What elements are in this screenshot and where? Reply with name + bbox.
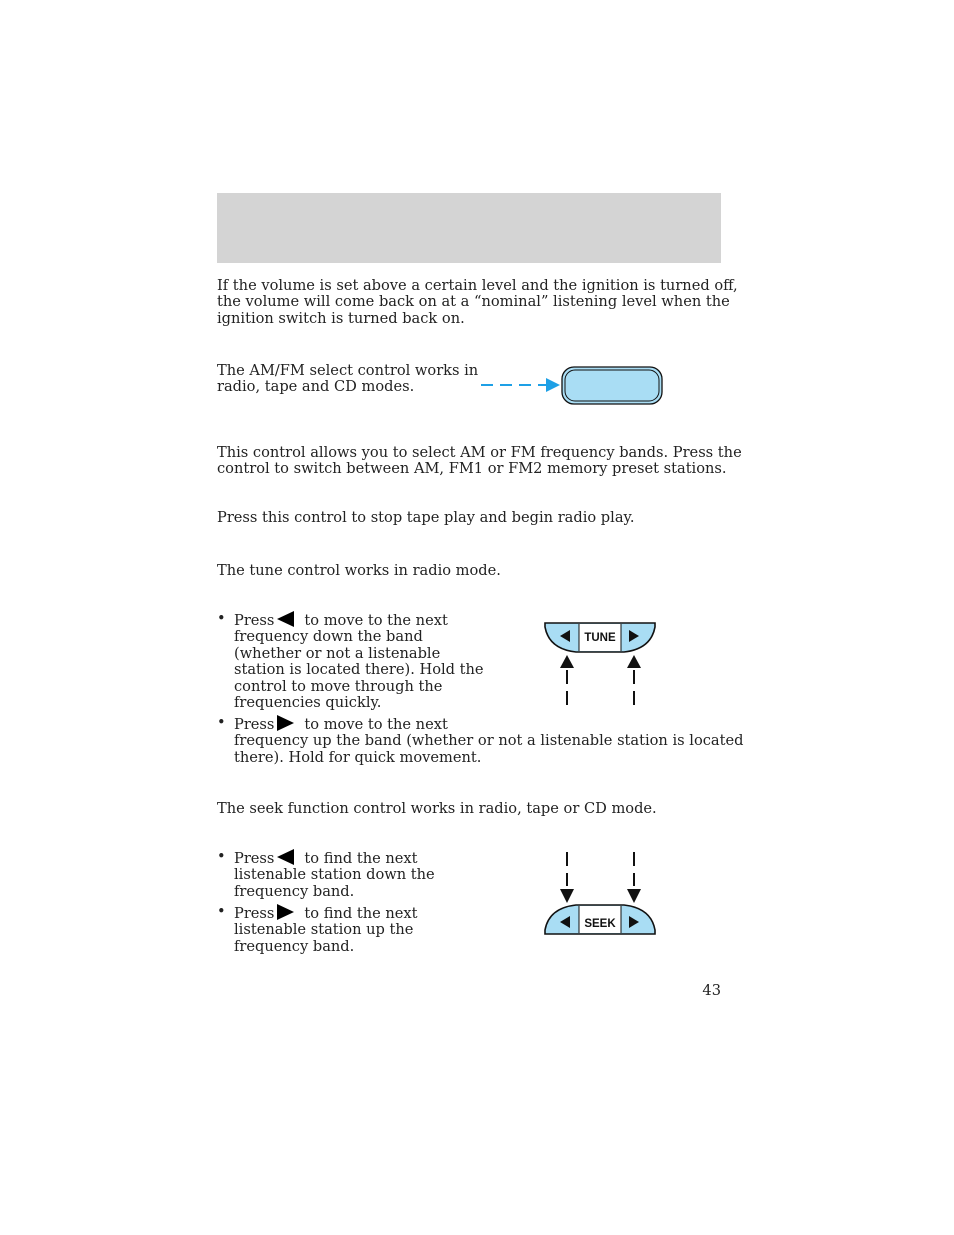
seek-bullet-up: • Press to find the next listenable station up the frequency band. <box>217 903 418 955</box>
left-arrow-icon <box>277 849 294 865</box>
page-number: 43 <box>702 982 721 999</box>
tune-bullet-down: • Press to move to the next frequency down the band (whether or not a listenable station is located there). Hold the control to move through the frequencies quickly. <box>217 610 484 712</box>
amfm-caption: The AM/FM select control works in radio, tape and CD modes. <box>217 362 479 396</box>
seek-pointer-right-icon <box>627 889 641 903</box>
pointer-arrow-icon <box>546 378 560 392</box>
volume-paragraph: If the volume is set above a certain level and the ignition is turned off, the volume will come back on at a “nominal” listening level when the ignition switch is turned back on. <box>217 277 738 327</box>
tune-intro: The tune control works in radio mode. <box>217 562 501 579</box>
seek-intro: The seek function control works in radio, tape or CD mode. <box>217 800 657 817</box>
left-arrow-icon <box>277 611 294 627</box>
seek-label: SEEK <box>584 918 616 930</box>
section-header-band <box>217 193 721 263</box>
amfm-button-outer <box>562 367 662 404</box>
amfm-button-illustration <box>478 364 668 408</box>
seek-pointer-left-icon <box>560 889 574 903</box>
seek-control-illustration <box>540 850 662 940</box>
tune-bullet-up: • Press to move to the next frequency up the band (whether or not a listenable station is located there). Hold for quick movement. <box>217 714 744 766</box>
seek-bullet-down: • Press to find the next listenable station down the frequency band. <box>217 848 435 900</box>
right-arrow-icon <box>277 904 294 920</box>
tune-pointer-left-icon <box>560 655 574 668</box>
right-arrow-icon <box>277 715 294 731</box>
tune-label: TUNE <box>584 632 616 644</box>
amfm-paragraph: This control allows you to select AM or FM frequency bands. Press the control to switch between AM, FM1 or FM2 memory preset stations. <box>217 444 742 478</box>
tune-control-illustration <box>540 618 662 710</box>
tape-paragraph: Press this control to stop tape play and begin radio play. <box>217 509 635 526</box>
tune-pointer-right-icon <box>627 655 641 668</box>
